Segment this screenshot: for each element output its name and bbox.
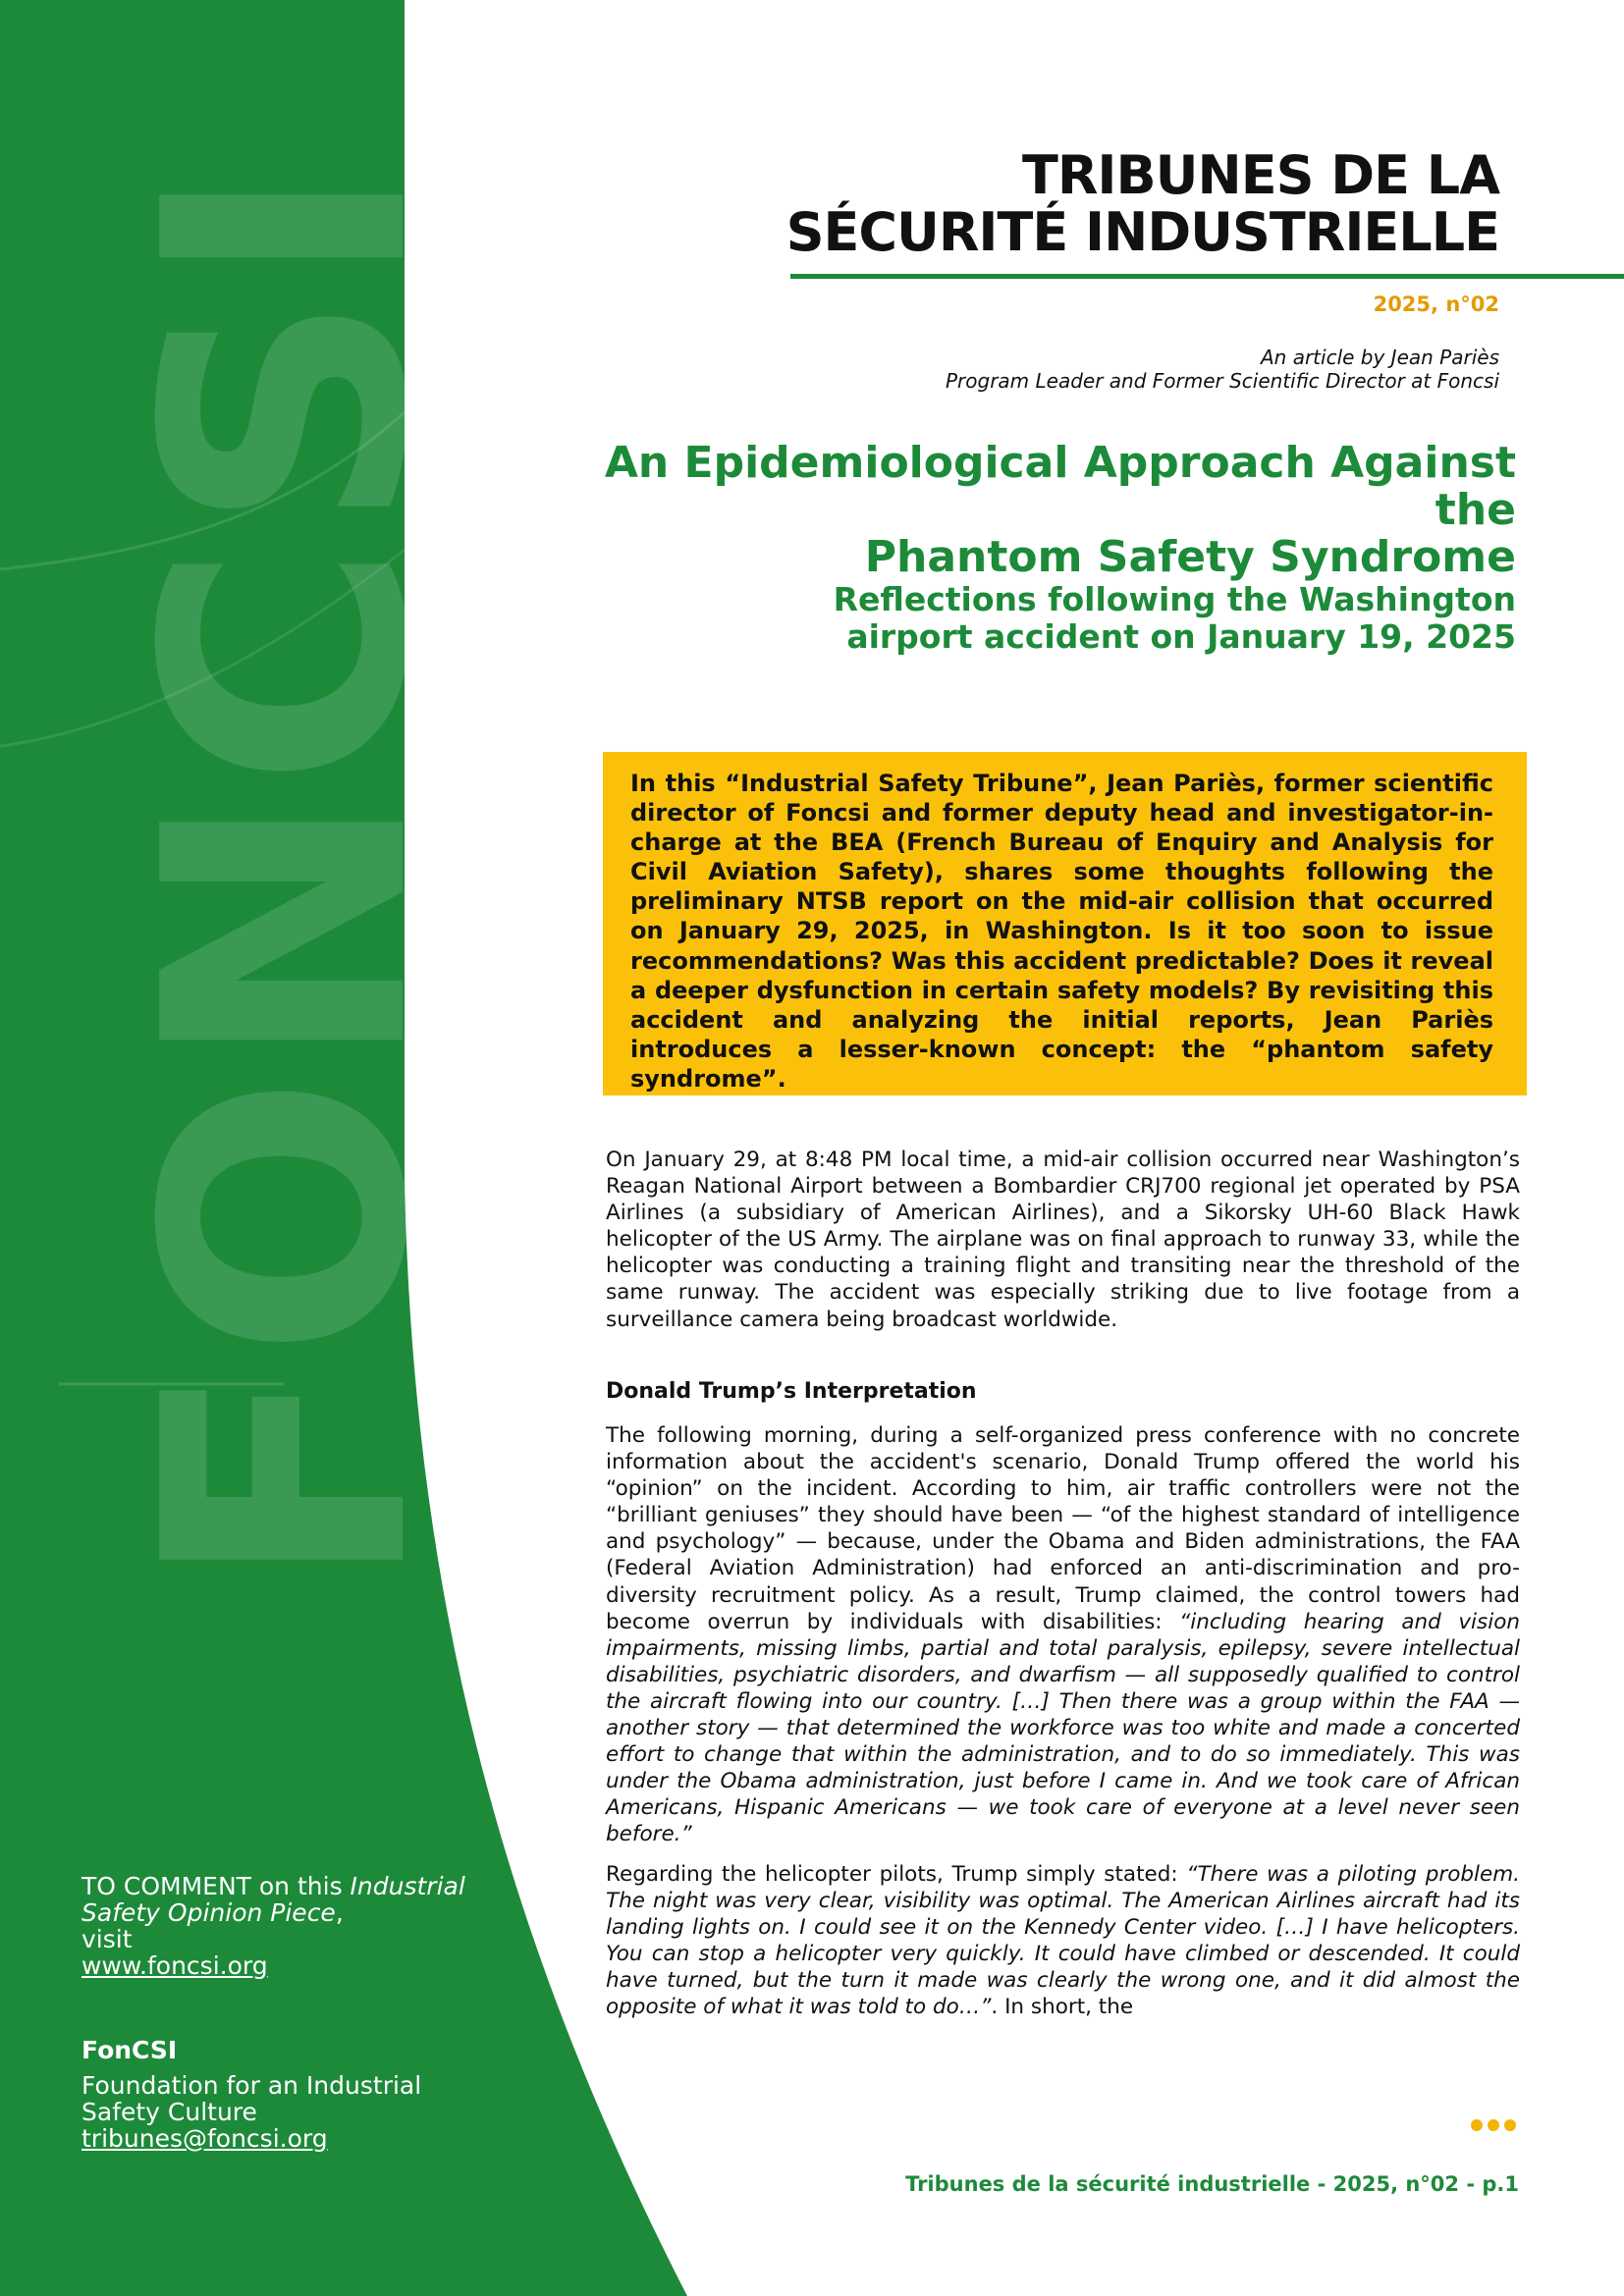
publication-title [785, 144, 1499, 263]
issue-number: 2025, n°02 [1373, 293, 1499, 316]
article-subtitle [632, 581, 1516, 656]
continuation-dots-icon [1470, 2118, 1519, 2132]
paragraph-tail: . In short, the [991, 1995, 1134, 2020]
comment-invitation [81, 1873, 494, 1979]
paragraph-text: On January 29, at 8:48 PM local time, a mid-air collision occurred near Washington’s Reagan National Airport between a Bombardier CRJ700 regional jet operated by PSA Airlines (a subsidiary of American Airlines), and a Sikorsky UH-60 Black Hawk helicopter of the US Army. The airplane was on final approach to runway 33, while the helicopter was conducting a training flight and transiting near the threshold of the same runway. The accident was especially striking due to live footage from a surveillance camera being broadcast worldwide. [606, 1148, 1520, 1332]
byline-role: Program Leader and Former Scientific Director at Foncsi [945, 369, 1499, 393]
quote-text: “including hearing and vision impairments, missing limbs, partial and total paralysis, epilepsy, severe intellectual disabilities, psychiatric disorders, and dwarfism — all supposedly qualified to control the aircraft flowing into our country. […] Then there was a group within the FAA — another story — that determined the workforce was too white and made a concerted effort to change that within the administration, and to do so immediately. This was under the Obama administration, just before I came in. And we took care of African Americans, Hispanic Americans — we took care of everyone at a level never seen before.” [606, 1609, 1520, 1847]
article-subtitle-line1: Reflections following the Washington [833, 580, 1516, 618]
paragraph-text: Regarding the helicopter pilots, Trump simply stated: [606, 1862, 1187, 1887]
byline-author: An article by Jean Pariès [1260, 346, 1499, 369]
organization-info [81, 2037, 494, 2152]
org-name: FonCSI [81, 2036, 178, 2064]
org-full-name: Foundation for an Industrial Safety Culture [81, 2071, 422, 2126]
comment-suffix: , [335, 1898, 344, 1927]
section-heading: Donald Trump’s Interpretation [606, 1379, 977, 1404]
abstract-text: In this “Industrial Safety Tribune”, Jean Pariès, former scientific director of Foncsi and former deputy head and investigator-in-charge at the BEA (French Bureau of Enquiry and Analysis for Civil Aviation Safety), shares some thoughts following the preliminary NTSB report on the mid-air collision that occurred on January 29, 2025, in Washington. Is it too soon to issue recommendations? Was this accident predictable? Does it reveal a deeper dysfunction in certain safety models? By revisiting this accident and analyzing the initial reports, Jean Pariès introduces a lesser-known concept: the “phantom safety syndrome”. [630, 770, 1493, 1093]
article-subtitle-line2: airport accident on January 19, 2025 [846, 617, 1516, 656]
visit-label: visit [81, 1925, 133, 1953]
paragraph [606, 1422, 1520, 1848]
author-byline [946, 346, 1499, 393]
article-title-line1: An Epidemiological Approach Against the [604, 438, 1516, 535]
publication-title-line2: SÉCURITÉ INDUSTRIELLE [785, 201, 1499, 263]
article-title [534, 440, 1516, 581]
website-link[interactable]: www.foncsi.org [81, 1951, 268, 1980]
header-divider [790, 274, 1624, 279]
intro-paragraph [606, 1147, 1520, 1333]
paragraph-text: The following morning, during a self-organized press conference with no concrete information about the accident's scenario, Donald Trump offered the world his “opinion” on the incident. According to him, air traffic controllers were not the “brilliant geniuses” they should have been — “of the highest standard of intelligence and psychology” — because, under the Obama and Biden administrations, the FAA (Federal Aviation Administration) had enforced an anti-discrimination and pro-diversity recruitment policy. As a result, Trump claimed, the control towers had become overrun by individuals with disabilities: [606, 1423, 1520, 1634]
paragraph [606, 1861, 1520, 2021]
page-footer: Tribunes de la sécurité industrielle - 2025, n°02 - p.1 [905, 2172, 1519, 2196]
comment-prefix: TO COMMENT on this [81, 1872, 351, 1900]
foncsi-watermark: FONCSI [93, 159, 482, 1590]
article-title-line2: Phantom Safety Syndrome [864, 532, 1516, 582]
publication-title-line1: TRIBUNES DE LA [1021, 144, 1499, 206]
abstract-box [603, 752, 1527, 1095]
comment-italic: Industrial Safety Opinion Piece [81, 1872, 465, 1927]
quote-text: “There was a piloting problem. The night was very clear, visibility was optimal. The American Airlines aircraft had its landing lights on. I could see it on the Kennedy Center video. […] I have helicopters. You can stop a helicopter very quickly. It could have climbed or descended. It could have turned, but the turn it made was clearly the wrong one, and it did almost the opposite of what it was told to do…” [606, 1862, 1520, 2020]
email-link[interactable]: tribunes@foncsi.org [81, 2124, 328, 2153]
